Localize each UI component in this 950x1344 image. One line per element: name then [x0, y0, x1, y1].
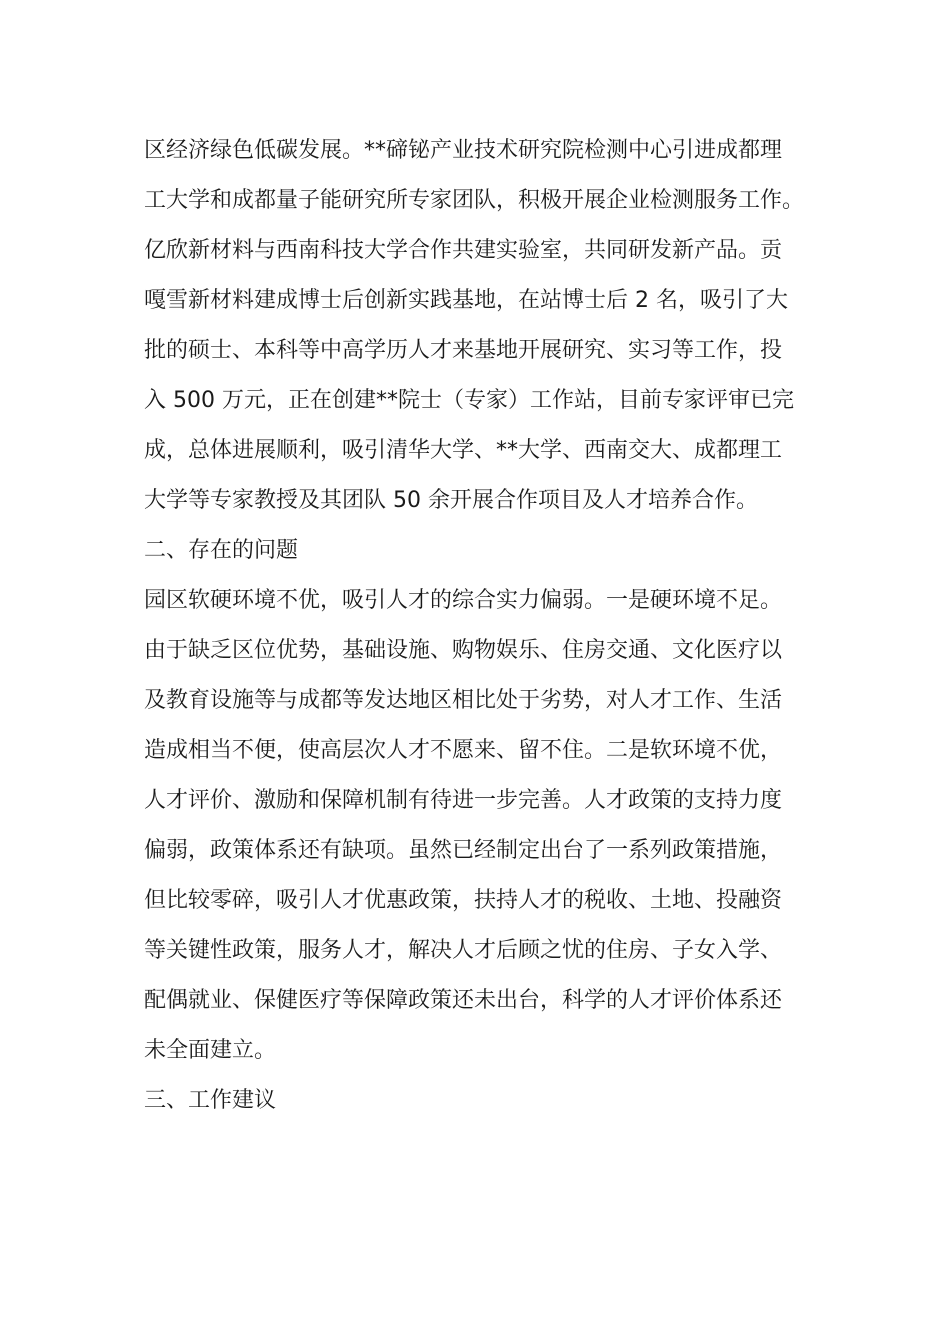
document-body [144, 126, 814, 1126]
paragraph-line: 配偶就业、保健医疗等保障政策还未出台，科学的人才评价体系还 [144, 988, 783, 1013]
paragraph-line: 批的硕士、本科等中高学历人才来基地开展研究、实习等工作，投 [144, 338, 783, 363]
paragraph-line: 由于缺乏区位优势，基础设施、购物娱乐、住房交通、文化医疗以 [144, 638, 783, 663]
paragraph-line: 区经济绿色低碳发展。**碲铋产业技术研究院检测中心引进成都理 [144, 138, 783, 163]
section-heading: 二、存在的问题 [144, 538, 299, 563]
paragraph-line: 未全面建立。 [144, 1038, 277, 1063]
paragraph-line: 园区软硬环境不优，吸引人才的综合实力偏弱。一是硬环境不足。 [144, 588, 783, 613]
paragraph-line: 大学等专家教授及其团队 50 余开展合作项目及人才培养合作。 [144, 488, 758, 513]
paragraph-line: 及教育设施等与成都等发达地区相比处于劣势，对人才工作、生活 [144, 688, 783, 713]
paragraph-line: 工大学和成都量子能研究所专家团队，积极开展企业检测服务工作。 [144, 188, 805, 213]
paragraph-line: 亿欣新材料与西南科技大学合作共建实验室，共同研发新产品。贡 [144, 238, 783, 263]
paragraph-line: 入 500 万元，正在创建**院士（专家）工作站，目前专家评审已完 [144, 388, 794, 413]
paragraph-line: 偏弱，政策体系还有缺项。虽然已经制定出台了一系列政策措施， [144, 838, 783, 863]
paragraph-line: 但比较零碎，吸引人才优惠政策，扶持人才的税收、土地、投融资 [144, 888, 783, 913]
paragraph-line: 造成相当不便，使高层次人才不愿来、留不住。二是软环境不优， [144, 738, 783, 763]
paragraph-line: 人才评价、激励和保障机制有待进一步完善。人才政策的支持力度 [144, 788, 783, 813]
paragraph-line: 嘎雪新材料建成博士后创新实践基地，在站博士后 2 名，吸引了大 [144, 288, 788, 313]
paragraph-line: 等关键性政策，服务人才，解决人才后顾之忧的住房、子女入学、 [144, 938, 783, 963]
paragraph-line: 成，总体进展顺利，吸引清华大学、**大学、西南交大、成都理工 [144, 438, 783, 463]
section-heading: 三、工作建议 [144, 1088, 277, 1113]
